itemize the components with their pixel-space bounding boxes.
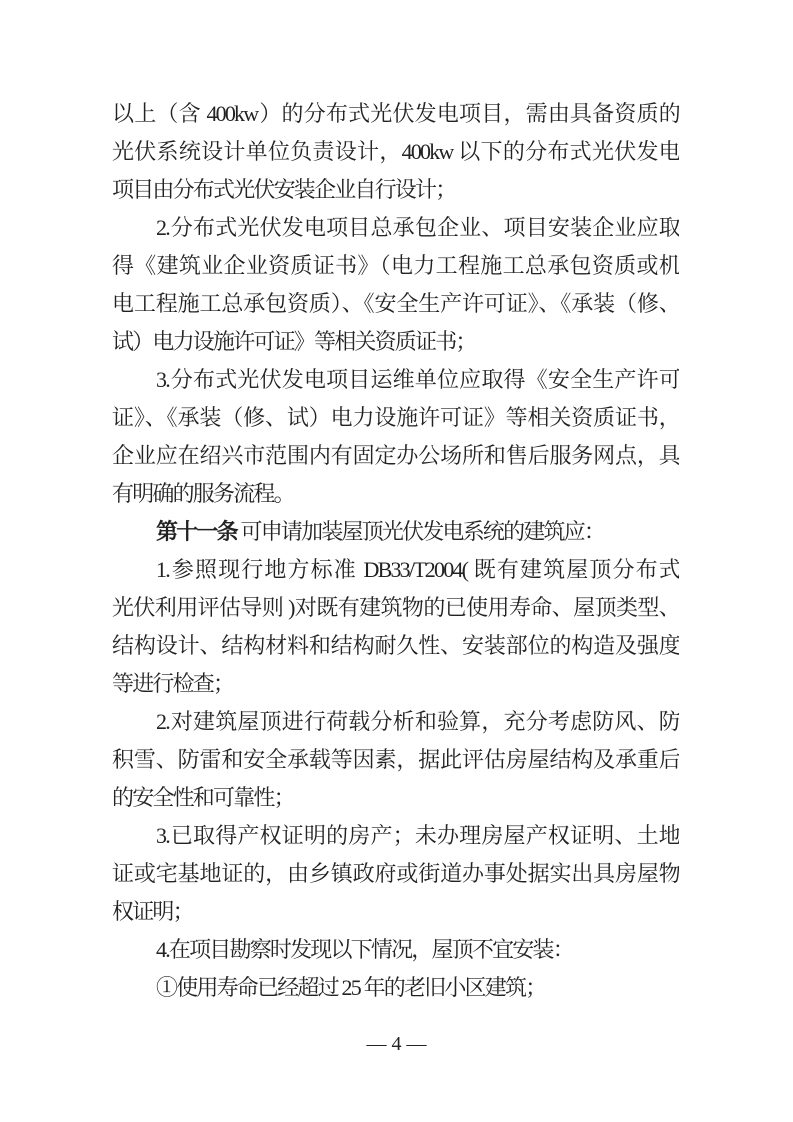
doc-line: ①使用寿命已经超过 25 年的老旧小区建筑；	[156, 975, 546, 1000]
doc-line: 证》、《承装（修、试）电力设施许可证》等相关资质证书，	[112, 405, 679, 430]
doc-line: 得《建筑业企业资质证书》（电力工程施工总承包资质或机	[112, 253, 679, 278]
page-number: — 4 —	[366, 1033, 427, 1055]
doc-line: 电工程施工总承包资质）、《安全生产许可证》、《承装（修、	[112, 291, 679, 316]
doc-line: 积雪、防雷和安全承载等因素，据此评估房屋结构及承重后	[112, 747, 679, 772]
doc-line: 项目由分布式光伏安装企业自行设计；	[112, 177, 456, 202]
doc-line: 等进行检查；	[112, 671, 234, 696]
doc-line: 1.参照现行地方标准 DB33/T2004( 既有建筑屋顶分布式	[156, 557, 679, 582]
doc-line: 企业应在绍兴市范围内有固定办公场所和售后服务网点，具	[112, 443, 679, 468]
doc-line: 光伏利用评估导则 )对既有建筑物的已使用寿命、屋顶类型、	[112, 595, 679, 620]
doc-line: 3.已取得产权证明的房产；未办理房屋产权证明、土地	[156, 823, 679, 848]
article-11-text: 可申请加装屋顶光伏发电系统的建筑应：	[236, 519, 605, 544]
doc-line: 权证明；	[112, 899, 193, 924]
doc-line: 有明确的服务流程。	[112, 481, 294, 506]
doc-line: 结构设计、结构材料和结构耐久性、安装部位的构造及强度	[112, 633, 679, 658]
doc-line-article-heading	[112, 513, 679, 551]
doc-line: 2.分布式光伏发电项目总承包企业、项目安装企业应取	[156, 215, 679, 240]
document-body	[112, 95, 679, 1007]
doc-line: 的安全性和可靠性；	[112, 785, 294, 810]
doc-line: 4.在项目勘察时发现以下情况，屋顶不宜安装：	[156, 937, 573, 962]
doc-line: 2.对建筑屋顶进行荷载分析和验算，充分考虑防风、防	[156, 709, 679, 734]
article-11-label: 第十一条	[156, 519, 237, 544]
doc-line: 证或宅基地证的，由乡镇政府或街道办事处据实出具房屋物	[112, 861, 679, 886]
doc-line: 光伏系统设计单位负责设计，400kw 以下的分布式光伏发电	[112, 139, 679, 164]
doc-line: 3.分布式光伏发电项目运维单位应取得《安全生产许可	[156, 367, 679, 392]
doc-line: 试）电力设施许可证》等相关资质证书；	[112, 329, 476, 354]
doc-line: 以上（含 400kw）的分布式光伏发电项目，需由具备资质的	[112, 101, 679, 126]
